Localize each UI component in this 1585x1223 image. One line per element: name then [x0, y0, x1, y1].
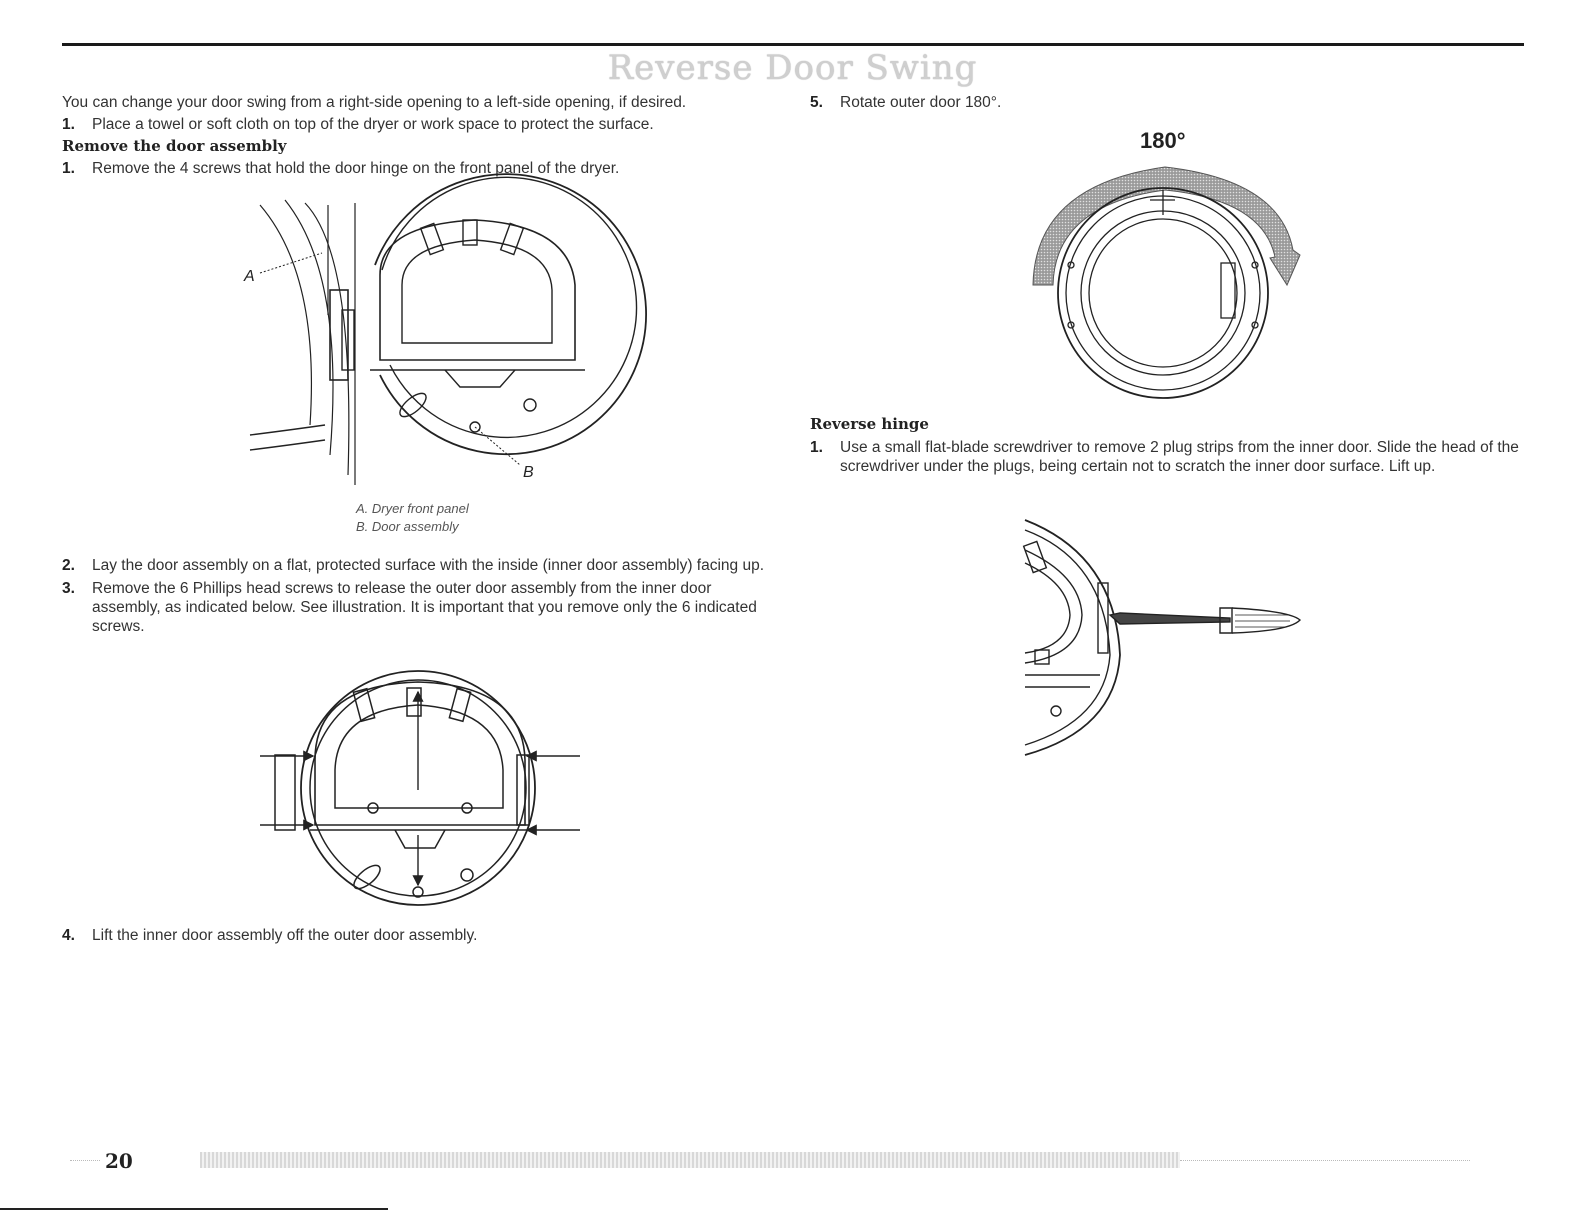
footer-rule-left: [70, 1160, 100, 1161]
label-b: B: [523, 464, 534, 481]
rotate-door-illustration: [1025, 155, 1315, 405]
step-1: 1. Place a towel or soft cloth on top of the dryer or work space to protect the surface.: [62, 116, 654, 133]
page-title: Reverse Door Swing: [607, 48, 978, 88]
hinge-step-1: 1. Use a small flat-blade screwdriver to remove 2 plug strips from the inner door. Slide the head of the screwdriver under the plugs, being certain not to scratch the inner door surface. Lift up.: [810, 439, 1519, 475]
rotation-label: 180°: [1140, 128, 1186, 153]
left-column-bottom: [62, 926, 782, 945]
step-5: 5. Rotate outer door 180°.: [810, 94, 1002, 111]
right-column-bottom: [810, 415, 1520, 476]
right-column-top: [810, 93, 1510, 112]
step-3: 3. Remove the 6 Phillips head screws to release the outer door assembly from the inner door assembly, as indicated below. See illustration. It is important that you remove only the 6 indicated screws.: [62, 580, 757, 635]
step-4: 4. Lift the inner door assembly off the outer door assembly.: [62, 927, 478, 944]
caption-dryer-front-panel: A. Dryer front panel: [356, 501, 469, 516]
step-2: 2. Lay the door assembly on a flat, protected surface with the inside (inner door assembly) facing up.: [62, 557, 765, 574]
door-removal-illustration: [230, 195, 610, 495]
remove-step-1: 1. Remove the 4 screws that hold the door hinge on the front panel of the dryer.: [62, 160, 620, 177]
footer-bar: [200, 1152, 1180, 1168]
reverse-hinge-heading: Reverse hinge: [810, 415, 929, 433]
left-column-top: [62, 93, 782, 178]
page-number: 20: [105, 1149, 133, 1173]
intro-text: You can change your door swing from a right-side opening to a left-side opening, if desired.: [62, 94, 687, 111]
screwdriver-plug-illustration: [1020, 515, 1310, 765]
bottom-rule: [0, 1208, 388, 1210]
left-column-middle: [62, 556, 782, 636]
footer-rule-right: [1180, 1160, 1470, 1161]
top-rule: [62, 43, 1524, 46]
screw-removal-illustration: [255, 670, 595, 915]
figure-1-caption: [356, 500, 469, 536]
caption-door-assembly: B. Door assembly: [356, 519, 459, 534]
remove-door-heading: Remove the door assembly: [62, 137, 287, 155]
label-a: A: [244, 268, 255, 285]
